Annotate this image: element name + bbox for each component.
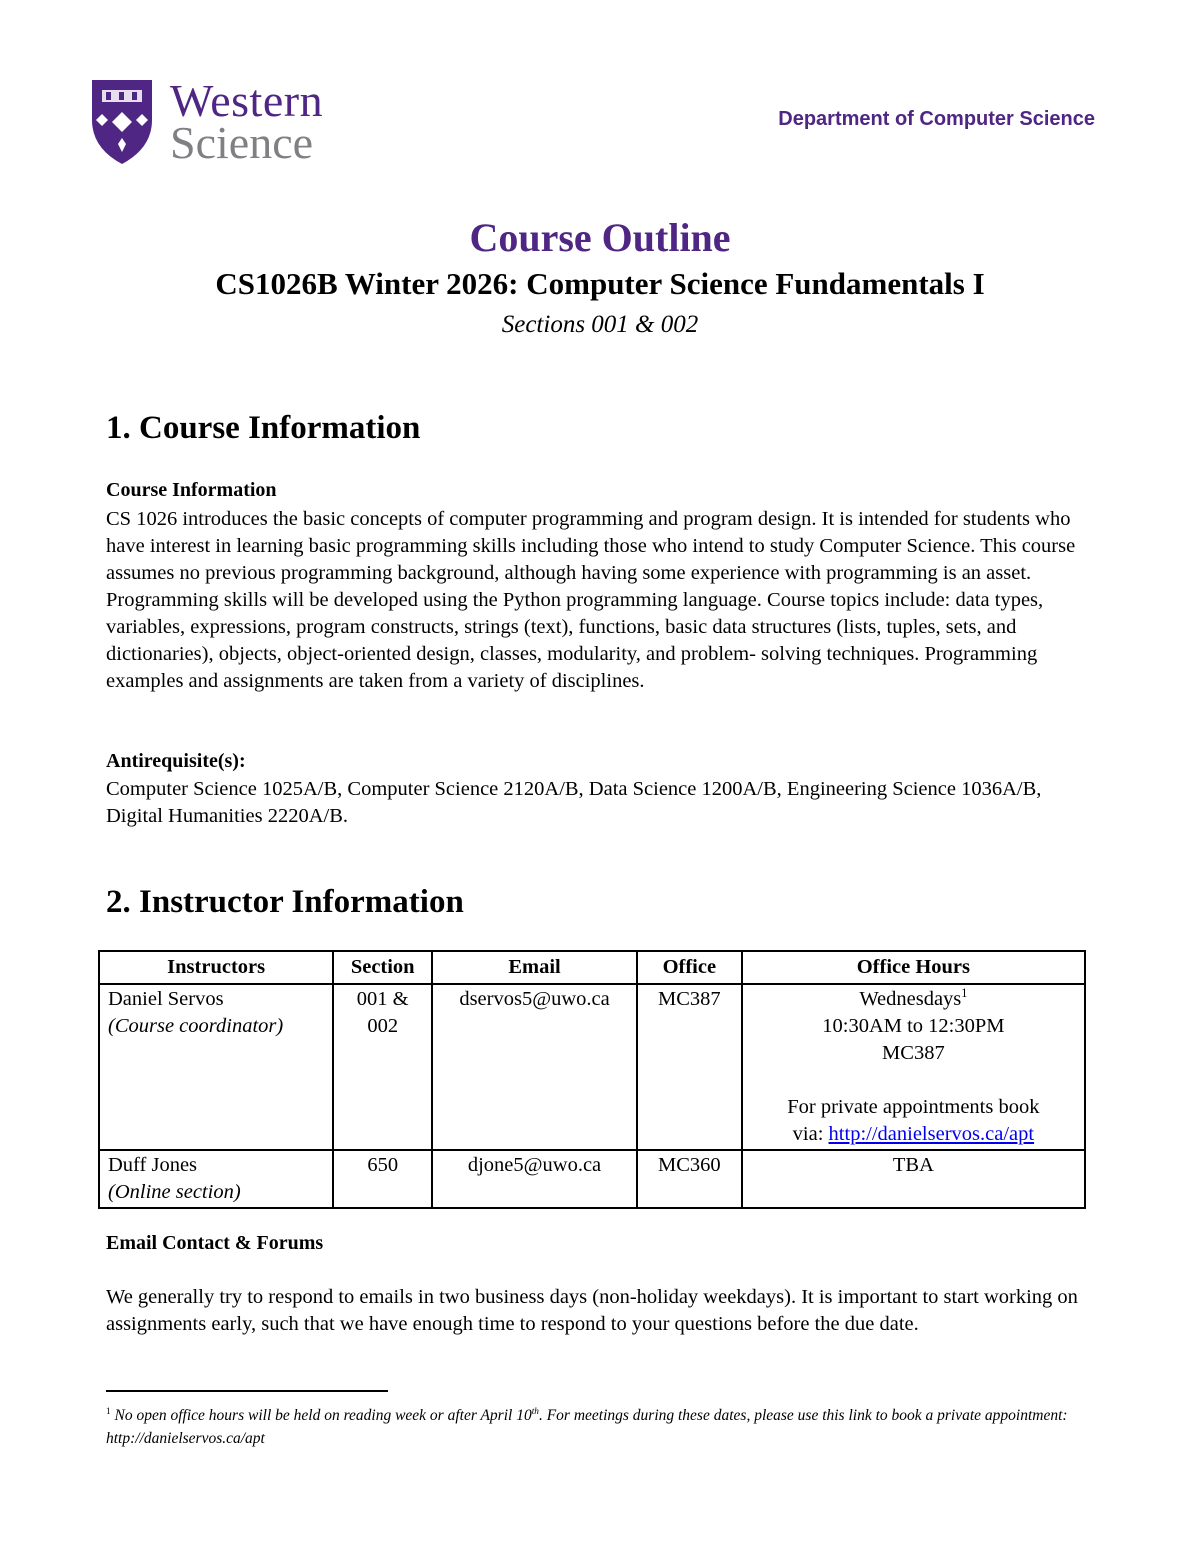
private-appointments-text: For private appointments book: [787, 1096, 1040, 1118]
footnote: [106, 1404, 1096, 1450]
office-cell: MC387: [637, 984, 742, 1150]
instructor-cell: [99, 1150, 333, 1208]
department-name: Department of Computer Science: [778, 108, 1095, 130]
instructor-name: Daniel Servos: [108, 988, 224, 1010]
private-appointments-via: [751, 1121, 1076, 1148]
column-header-email: Email: [432, 951, 637, 984]
email-contact-text: We generally try to respond to emails in two business days (non-holiday weekdays). It is important to start working on assignments early, such that we have enough time to respond to your questions before the due date.: [106, 1286, 1078, 1335]
section-cell: [333, 984, 432, 1150]
page-title: Course Outline: [469, 215, 731, 260]
footnote-ordinal: th: [531, 1406, 539, 1417]
course-description: CS 1026 introduces the basic concepts of computer programming and program design. It is intended for students who have interest in learning basic programming skills including those who intend to study Computer Science. This course assumes no previous programming background, although having some experience with programming is an asset. Programming skills will be developed using the Python programming language. Course topics include: data types, variables, expressions, program constructs, strings (text), functions, basic data structures (lists, tuples, sets, and dictionaries), objects, object-oriented design, classes, modularity, and problem- solving techniques. Programming examples and assignments are taken from a variety of disciplines.: [106, 508, 1076, 692]
column-header-instructors: Instructors: [99, 951, 333, 984]
section-cell: 650: [333, 1150, 432, 1208]
section-heading-instructor-information: 2. Instructor Information: [106, 884, 464, 920]
table-header-row: [99, 951, 1085, 984]
antirequisites-text: Computer Science 1025A/B, Computer Science 2120A/B, Data Science 1200A/B, Engineering Science 1036A/B, Digital Humanities 2220A/B.: [106, 778, 1042, 827]
section-line-1: 001 &: [356, 988, 409, 1010]
instructor-cell: [99, 984, 333, 1150]
office-cell: MC360: [637, 1150, 742, 1208]
email-cell: dservos5@uwo.ca: [432, 984, 637, 1150]
instructor-table: [98, 950, 1086, 1209]
office-hours-room: MC387: [882, 1042, 945, 1064]
office-hours-day-text: Wednesdays: [859, 988, 962, 1010]
crest-icon: [88, 76, 156, 166]
via-label: via:: [792, 1123, 829, 1145]
section-line-2: 002: [367, 1015, 399, 1037]
office-hours-day: [751, 986, 1076, 1013]
instructor-role: (Course coordinator): [108, 1015, 284, 1037]
column-header-office: Office: [637, 951, 742, 984]
course-subtitle: CS1026B Winter 2026: Computer Science Fundamentals I: [215, 266, 985, 301]
table-row: [99, 1150, 1085, 1208]
footnote-text-start: No open office hours will be held on reading week or after April 10: [110, 1407, 532, 1424]
column-header-office-hours: Office Hours: [742, 951, 1085, 984]
instructor-role: (Online section): [108, 1181, 241, 1203]
email-contact-heading: Email Contact & Forums: [106, 1232, 324, 1254]
logo-wordmark: [170, 75, 324, 168]
course-information-subheading: Course Information: [106, 479, 277, 501]
instructor-name: Duff Jones: [108, 1154, 198, 1176]
logo-word-science: Science: [170, 117, 314, 168]
email-cell: djone5@uwo.ca: [432, 1150, 637, 1208]
antirequisites-heading: Antirequisite(s):: [106, 750, 246, 772]
footnote-marker: 1: [961, 986, 968, 1001]
footnote-number: 1: [106, 1406, 111, 1417]
table-row: [99, 984, 1085, 1150]
footnote-divider: [106, 1390, 388, 1392]
appointment-link[interactable]: http://danielservos.ca/apt: [828, 1123, 1035, 1145]
course-sections: Sections 001 & 002: [501, 311, 699, 338]
column-header-section: Section: [333, 951, 432, 984]
section-heading-course-information: 1. Course Information: [106, 410, 421, 446]
office-hours-cell: [742, 984, 1085, 1150]
footnote-text-end: . For meetings during these dates, please use this link to book a private appointment: http://danielservos.ca/apt: [106, 1407, 1068, 1447]
office-hours-cell: TBA: [742, 1150, 1085, 1208]
logo-word-western: Western: [170, 75, 324, 126]
office-hours-time: 10:30AM to 12:30PM: [822, 1015, 1005, 1037]
